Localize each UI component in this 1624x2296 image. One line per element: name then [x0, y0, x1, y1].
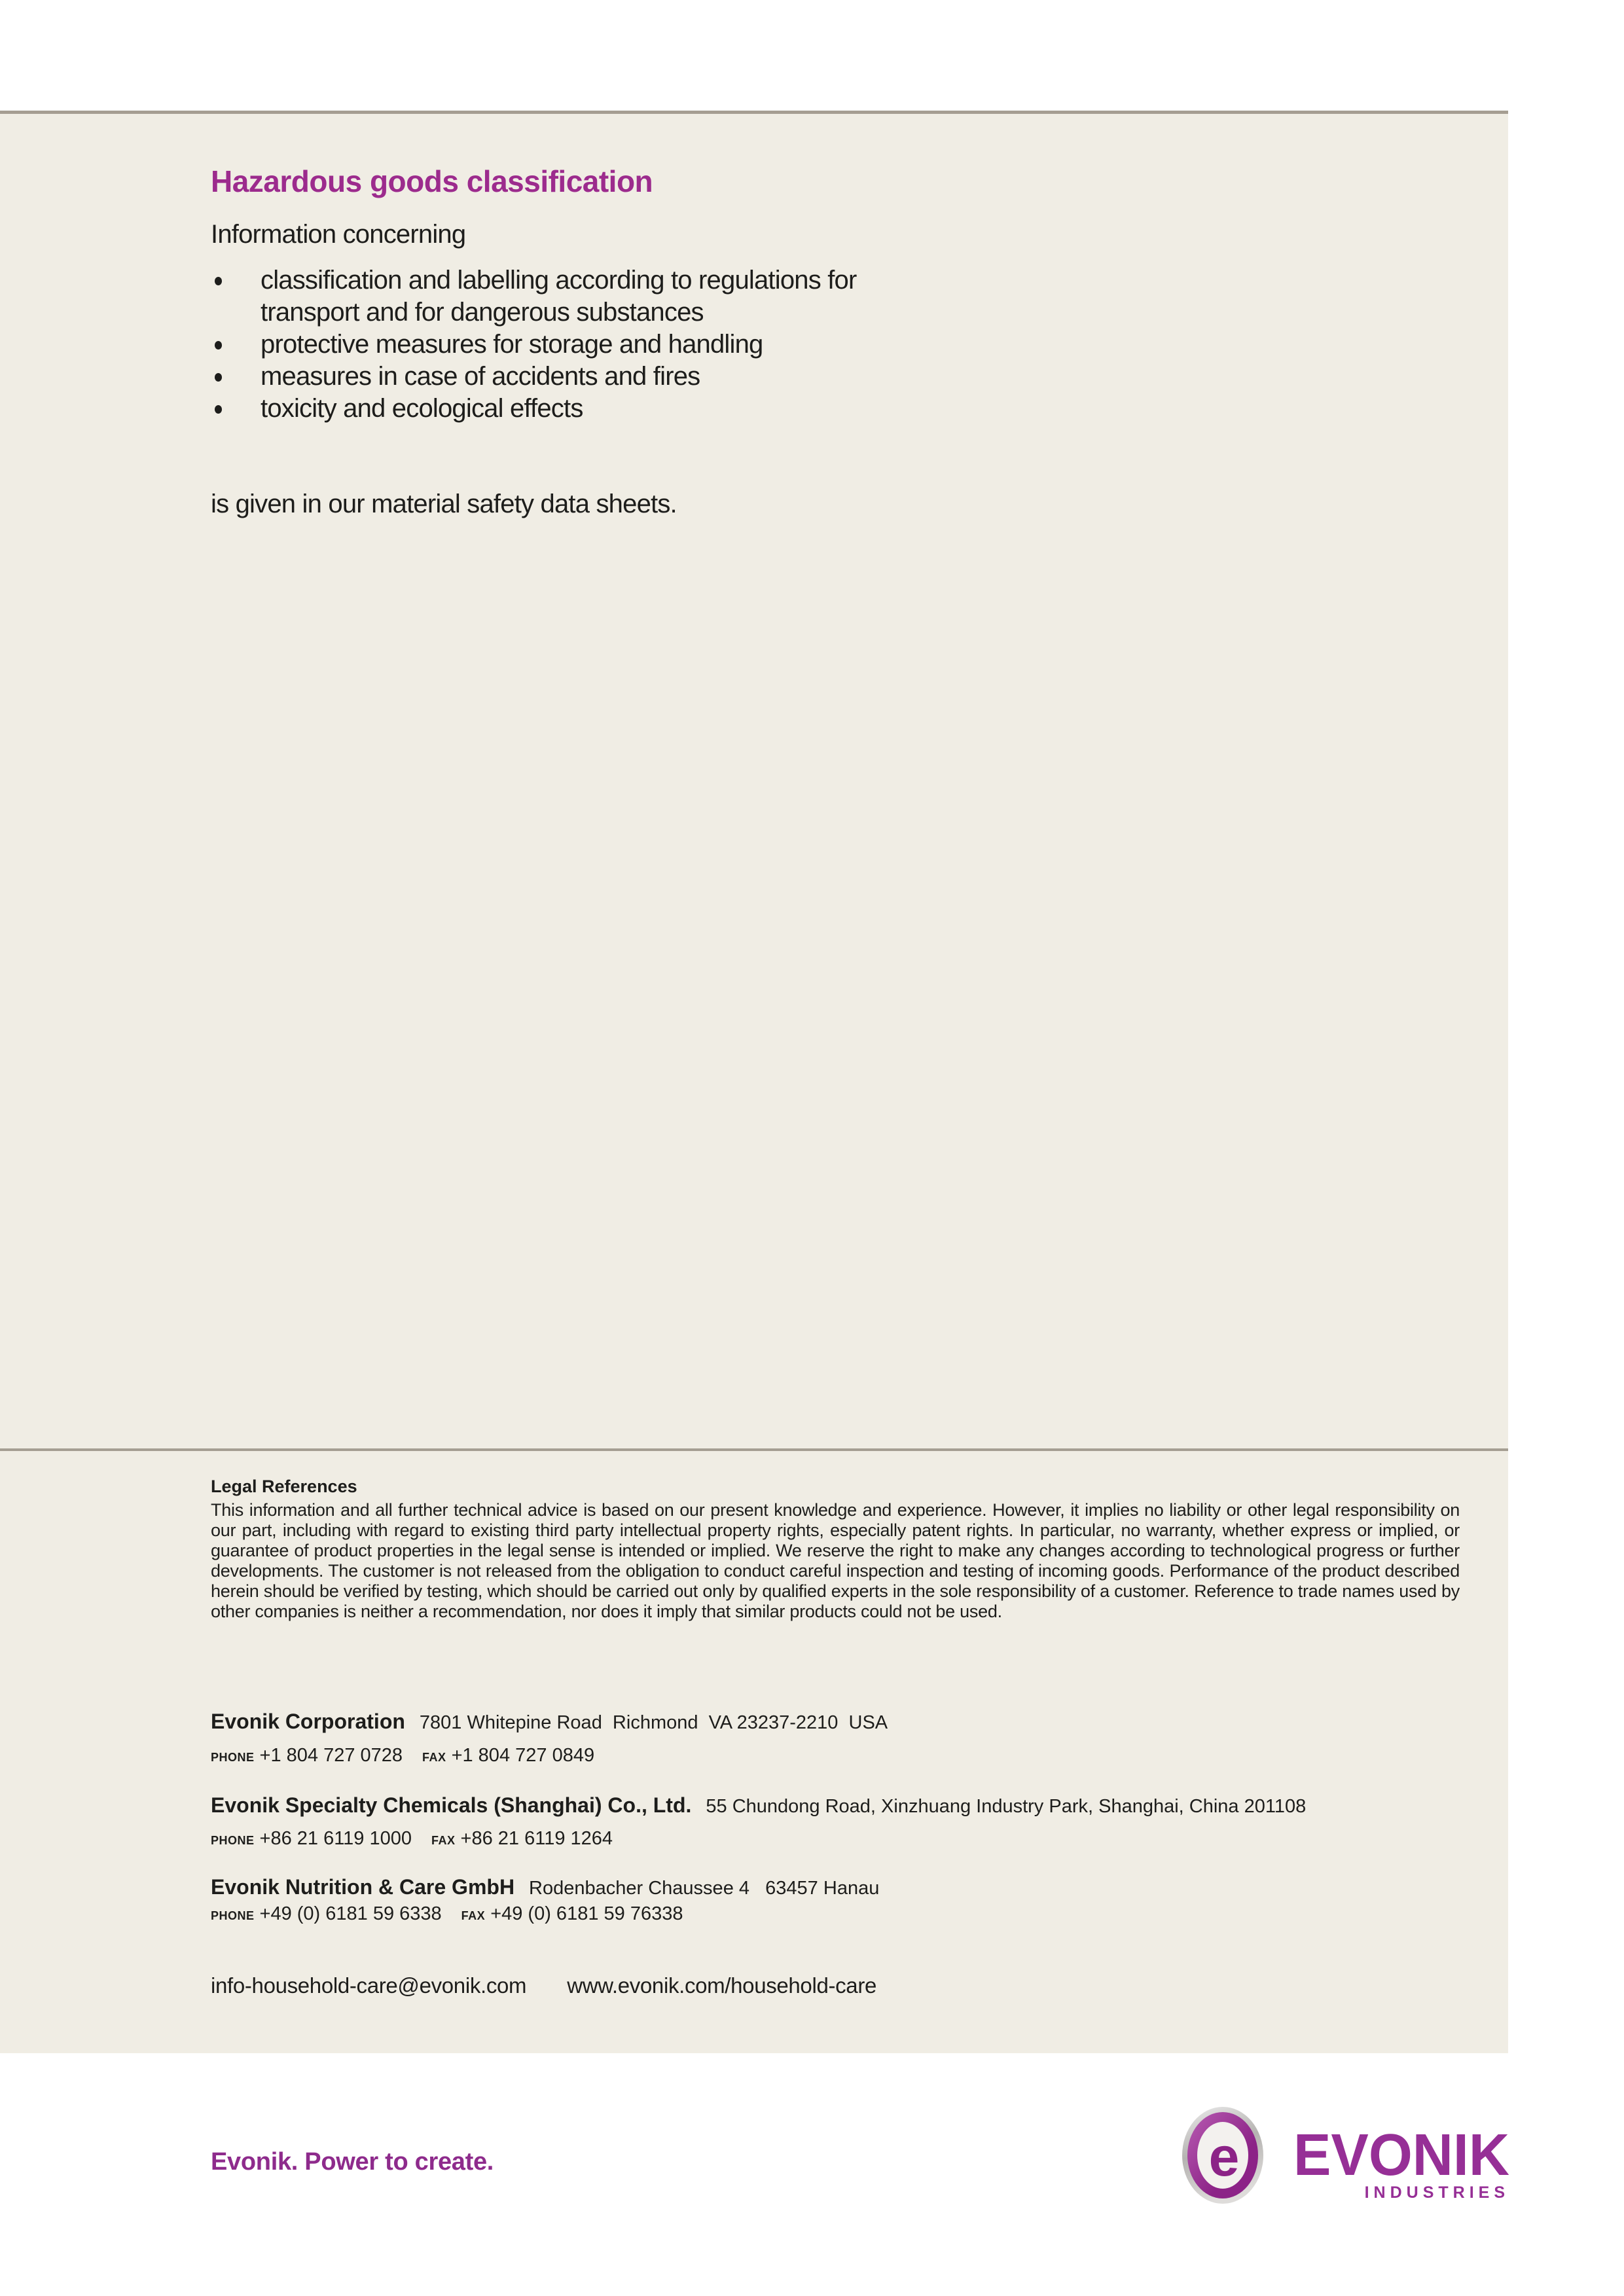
- legal-text: This information and all further technical advice is based on our present knowledge and experience. However, it implies no liability or other legal responsibility on our part, including with regard to existing third party intellectual property rights, especially patent rights. In particular, no warranty, whether express or implied, or guarantee of product properties in the legal sense is intended or implied. We reserve the right to make any changes according to technological progress or further developments. The customer is not released from the obligation to conduct careful inspection and testing of incoming goods. Performance of the product described herein should be verified by testing, which should be carried out only by qualified experts in the sole responsibility of a customer. Reference to trade names used by other companies is neither a recommendation, nor does it imply that similar products could not be used.: [211, 1500, 1460, 1621]
- evonik-emblem-icon: [1182, 2107, 1263, 2204]
- phone-label: PHONE: [211, 1909, 255, 1922]
- fax-label: FAX: [422, 1751, 446, 1764]
- fax-number: +86 21 6119 1264: [460, 1828, 613, 1849]
- logo-wordmark: EVONIK: [1293, 2123, 1510, 2188]
- bullet-text: measures in case of accidents and fires: [261, 362, 700, 391]
- company-name: Evonik Corporation: [211, 1710, 405, 1733]
- website-link[interactable]: www.evonik.com/household-care: [567, 1973, 877, 1998]
- phone-label: PHONE: [211, 1751, 255, 1764]
- company-address: 55 Chundong Road, Xinzhuang Industry Park, Shanghai, China 201108: [706, 1796, 1307, 1817]
- intro-text: Information concerning: [211, 220, 466, 249]
- contact-phone-row: [211, 1828, 613, 1850]
- outro-text: is given in our material safety data sheets.: [211, 490, 677, 518]
- contact-name-row: [211, 1875, 879, 1899]
- bullet-dot-icon: [211, 329, 261, 350]
- evonik-logo: [1172, 2098, 1512, 2212]
- list-item: [211, 329, 859, 361]
- legal-divider: [0, 1448, 1508, 1451]
- bullet-dot-icon: [211, 361, 261, 382]
- links-row: [211, 1973, 876, 1998]
- phone-number: +86 21 6119 1000: [259, 1828, 412, 1849]
- bullet-text: classification and labelling according to regulations for transport and for dangerous substances: [261, 266, 857, 327]
- fax-label: FAX: [461, 1909, 486, 1922]
- list-item: [211, 361, 859, 393]
- emblem-letter: e: [1208, 2126, 1240, 2187]
- company-address: 7801 Whitepine Road Richmond VA 23237-2210 USA: [419, 1712, 888, 1733]
- list-item: [211, 393, 859, 425]
- footer-tagline: Evonik. Power to create.: [211, 2148, 494, 2176]
- fax-number: +49 (0) 6181 59 76338: [490, 1903, 683, 1924]
- legal-title: Legal References: [211, 1477, 357, 1496]
- phone-number: +1 804 727 0728: [259, 1745, 403, 1766]
- company-address: Rodenbacher Chaussee 4 63457 Hanau: [529, 1878, 880, 1899]
- section-title: Hazardous goods classification: [211, 164, 653, 198]
- contact-phone-row: [211, 1745, 594, 1767]
- contact-phone-row: [211, 1903, 683, 1925]
- bullet-dot-icon: [211, 264, 261, 285]
- bullet-text: protective measures for storage and handling: [261, 330, 763, 359]
- list-item: [211, 264, 859, 329]
- logo-subtext: INDUSTRIES: [1364, 2183, 1509, 2202]
- phone-number: +49 (0) 6181 59 6338: [259, 1903, 442, 1924]
- contact-name-row: [211, 1793, 1306, 1818]
- email-link[interactable]: info-household-care@evonik.com: [211, 1973, 527, 1998]
- fax-number: +1 804 727 0849: [451, 1745, 595, 1766]
- company-name: Evonik Nutrition & Care GmbH: [211, 1875, 515, 1899]
- company-name: Evonik Specialty Chemicals (Shanghai) Co., Ltd.: [211, 1793, 692, 1817]
- phone-label: PHONE: [211, 1834, 255, 1847]
- contact-name-row: [211, 1710, 888, 1734]
- bullet-dot-icon: [211, 393, 261, 414]
- bullet-list: [211, 264, 859, 425]
- bullet-text: toxicity and ecological effects: [261, 394, 583, 423]
- fax-label: FAX: [431, 1834, 456, 1847]
